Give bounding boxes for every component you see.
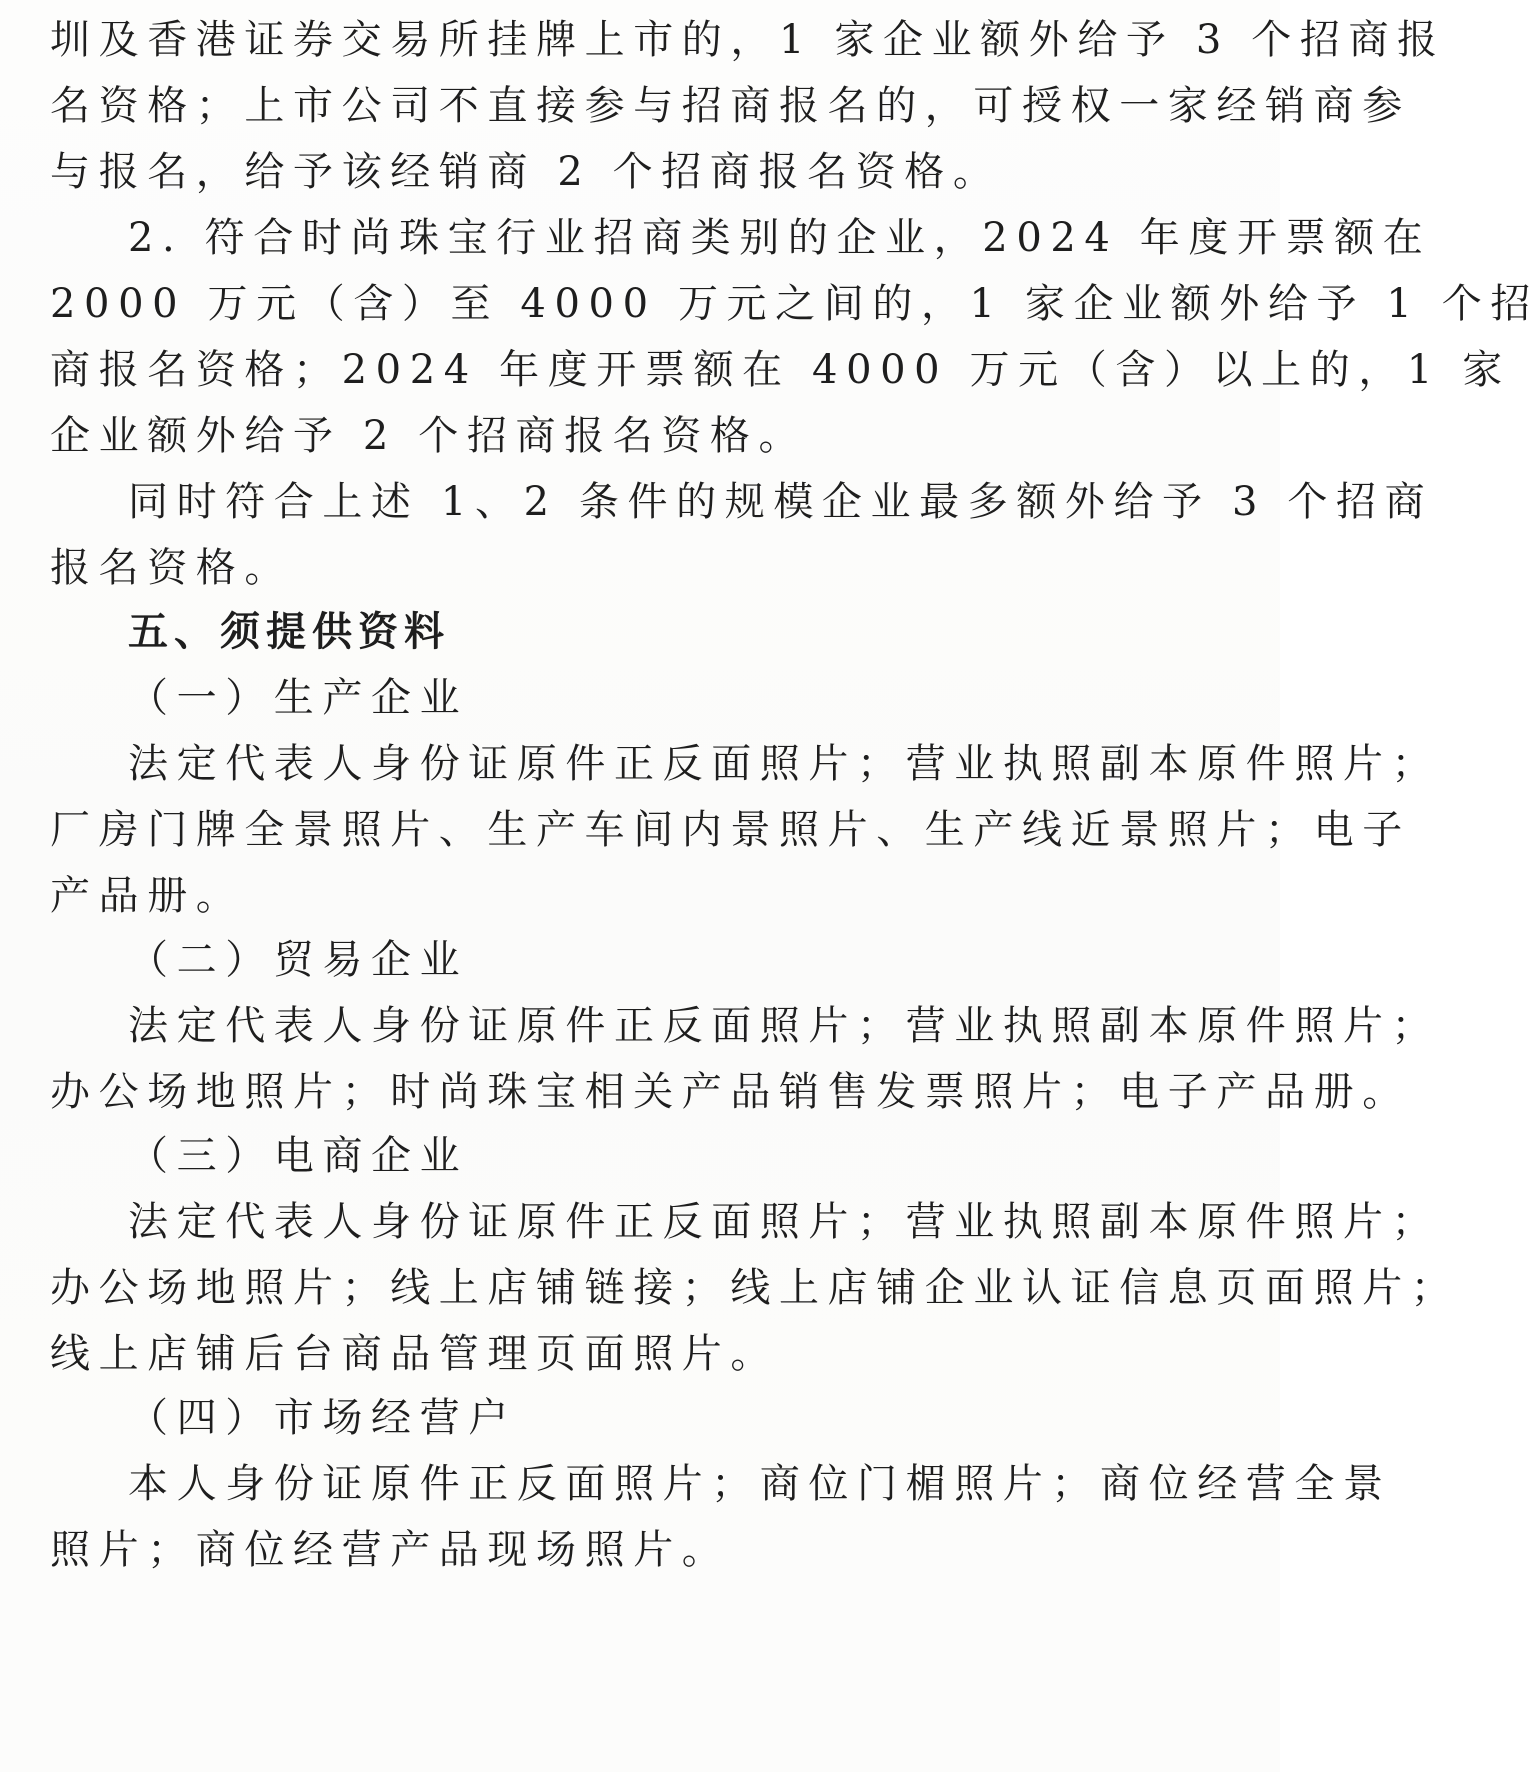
para-ecommerce-line-2: 办公场地照片；线上店铺链接；线上店铺企业认证信息页面照片； xyxy=(50,1265,1460,1311)
subheading-market-vendor: （四）市场经营户 xyxy=(128,1395,517,1441)
para-listing-line-2: 名资格；上市公司不直接参与招商报名的，可授权一家经销商参 xyxy=(50,83,1411,129)
para-combined-line-2: 报名资格。 xyxy=(50,545,293,591)
subheading-trade: （二）贸易企业 xyxy=(128,937,469,983)
para-ecommerce-line-3: 线上店铺后台商品管理页面照片。 xyxy=(50,1331,779,1377)
section-heading-materials: 五、须提供资料 xyxy=(128,609,450,655)
para-revenue-line-2: 2000 万元（含）至 4000 万元之间的，1 家企业额外给予 1 个招 xyxy=(50,281,1539,327)
para-combined-line-1: 同时符合上述 1、2 条件的规模企业最多额外给予 3 个招商 xyxy=(128,479,1434,525)
para-ecommerce-line-1: 法定代表人身份证原件正反面照片；营业执照副本原件照片； xyxy=(128,1199,1441,1245)
para-revenue-line-1: 2. 符合时尚珠宝行业招商类别的企业，2024 年度开票额在 xyxy=(128,215,1432,261)
para-listing-line-3: 与报名，给予该经销商 2 个招商报名资格。 xyxy=(50,149,1002,195)
subheading-ecommerce: （三）电商企业 xyxy=(128,1133,469,1179)
para-production-line-2: 厂房门牌全景照片、生产车间内景照片、生产线近景照片；电子 xyxy=(50,807,1411,853)
para-production-line-1: 法定代表人身份证原件正反面照片；营业执照副本原件照片； xyxy=(128,741,1441,787)
subheading-production: （一）生产企业 xyxy=(128,675,469,721)
para-trade-line-2: 办公场地照片；时尚珠宝相关产品销售发票照片；电子产品册。 xyxy=(50,1069,1411,1115)
para-listing-line-1: 圳及香港证券交易所挂牌上市的，1 家企业额外给予 3 个招商报 xyxy=(50,17,1446,63)
para-market-vendor-line-1: 本人身份证原件正反面照片；商位门楣照片；商位经营全景 xyxy=(128,1461,1392,1507)
para-production-line-3: 产品册。 xyxy=(50,873,245,919)
para-revenue-line-4: 企业额外给予 2 个招商报名资格。 xyxy=(50,413,808,459)
para-revenue-line-3: 商报名资格；2024 年度开票额在 4000 万元（含）以上的，1 家 xyxy=(50,347,1511,393)
para-market-vendor-line-2: 照片；商位经营产品现场照片。 xyxy=(50,1527,731,1573)
para-trade-line-1: 法定代表人身份证原件正反面照片；营业执照副本原件照片； xyxy=(128,1003,1441,1049)
